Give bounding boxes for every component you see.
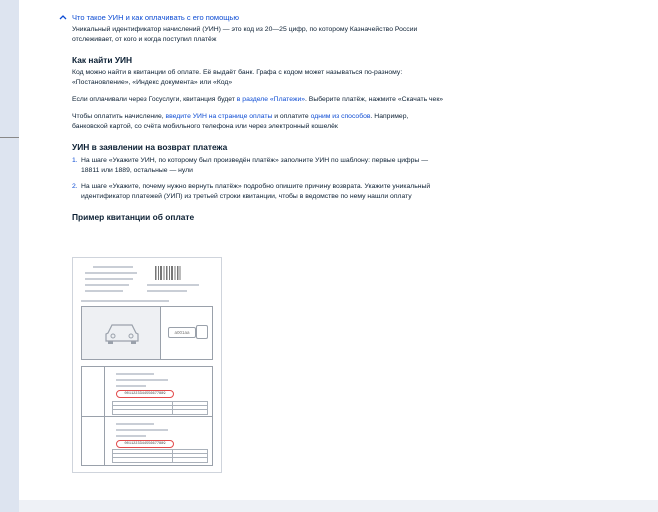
left-sidebar	[0, 0, 19, 512]
pay-text-after: . Например,	[370, 113, 409, 120]
receipt-line	[147, 284, 199, 286]
how-to-find-title: Как найти УИН	[72, 55, 133, 65]
uin-highlight: 0011223344556677889	[116, 440, 174, 448]
receipt-line	[116, 379, 168, 381]
section-divider	[104, 417, 105, 465]
list-item-line-1: На шаге «Укажите УИН, по которому был произведён платёж» заполните УИН по шаблону: первые цифры —	[81, 157, 428, 164]
pay-paragraph	[72, 112, 619, 122]
receipt-line	[93, 266, 133, 268]
car-photo-area	[82, 307, 161, 359]
receipt-line	[116, 373, 154, 375]
receipt-line	[85, 272, 137, 274]
plate-region-box	[196, 325, 208, 339]
enter-uin-link[interactable]: введите УИН на странице оплаты	[165, 113, 273, 120]
receipt-line	[116, 385, 146, 387]
faq-toggle[interactable]	[59, 10, 619, 24]
car-icon	[104, 321, 140, 345]
receipt-section-1	[81, 366, 213, 418]
list-item-line-2: 18811 или 1889, остальные — нули	[81, 167, 193, 174]
table-rule	[112, 409, 208, 410]
list-item	[72, 182, 619, 202]
table-rule	[172, 449, 173, 463]
license-plate: а001аа	[168, 327, 196, 338]
section-divider	[104, 367, 105, 417]
receipt-line	[147, 290, 187, 292]
intro-line-1: Уникальный идентификатор начислений (УИН) — это код из 20—25 цифр, по которому Казначейство России	[72, 26, 418, 33]
receipt-section-2	[81, 416, 213, 466]
receipt-table	[112, 449, 208, 463]
find-line-1: Код можно найти в квитанции об оплате. Её выдаёт банк. Графа с кодом может называться по-разному:	[72, 69, 403, 76]
pay-line-2: банковской картой, со счёта мобильного телефона или через электронный кошелёк	[72, 123, 338, 130]
receipt-example-image	[72, 257, 222, 473]
receipt-table	[112, 401, 208, 415]
page-bottom	[19, 500, 658, 512]
receipt-line	[116, 423, 154, 425]
barcode-icon	[155, 266, 181, 280]
list-item-line-2: идентификатор платежей (УИП) из третьей строки квитанции, чтобы в ведомстве по нему нашли оплату	[81, 193, 412, 200]
receipt-line	[85, 290, 123, 292]
payments-section-link[interactable]: в разделе «Платежи»	[236, 96, 306, 103]
faq-toggle-label: Что такое УИН и как оплачивать с его помощью	[72, 12, 239, 22]
find-line-2: «Постановление», «Индекс документа» или «Код»	[72, 79, 233, 86]
pay-text-middle: и оплатите	[272, 113, 311, 120]
sidebar-pointer-line	[0, 137, 19, 138]
example-title: Пример квитанции об оплате	[72, 212, 195, 222]
table-rule	[112, 453, 208, 454]
table-rule	[172, 401, 173, 415]
gosuslugi-paragraph	[72, 95, 619, 105]
list-item	[72, 156, 619, 176]
payment-methods-link[interactable]: одним из способов	[310, 113, 371, 120]
table-rule	[112, 405, 208, 406]
list-number: 2.	[72, 183, 78, 190]
uin-highlight: 0011223344556677889	[116, 390, 174, 398]
receipt-line	[116, 429, 168, 431]
refund-list	[72, 156, 619, 202]
list-number: 1.	[72, 157, 78, 164]
gosuslugi-text-after: . Выберите платёж, нажмите «Скачать чек»	[305, 96, 444, 103]
receipt-line	[85, 284, 129, 286]
list-item-line-1: На шаге «Укажите, почему нужно вернуть платёж» подробно опишите причину возврата. Укажите уникальный	[81, 183, 431, 190]
gosuslugi-text-before: Если оплачивали через Госуслуги, квитанция будет	[72, 96, 237, 103]
intro-line-2: отслеживает, от кого и когда поступил платёж	[72, 36, 217, 43]
chevron-up-icon	[59, 14, 67, 20]
pay-text-before: Чтобы оплатить начисление,	[72, 113, 166, 120]
faq-content	[59, 10, 619, 223]
vehicle-photo-frame	[81, 306, 213, 360]
table-rule	[112, 457, 208, 458]
receipt-line	[85, 278, 133, 280]
receipt-line	[116, 435, 146, 437]
refund-title: УИН в заявлении на возврат платежа	[72, 142, 228, 152]
receipt-line	[81, 300, 169, 302]
